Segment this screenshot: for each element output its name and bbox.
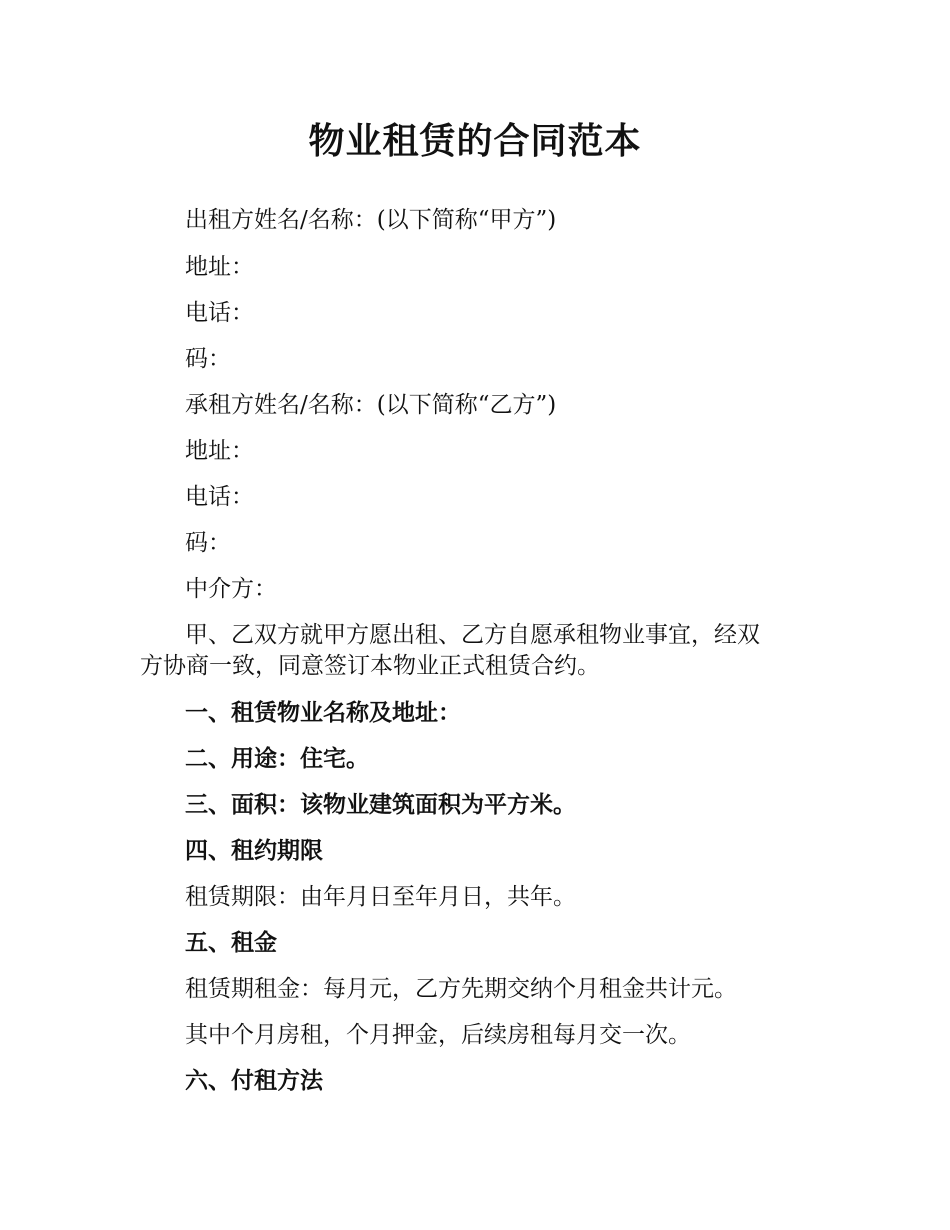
page-title: 物业租赁的合同范本 xyxy=(308,121,642,162)
lessee-name-line: 承租方姓名/名称：(以下简称“乙方”) xyxy=(185,392,557,418)
section-2-heading: 二、用途：住宅。 xyxy=(185,746,369,772)
section-5-body-1: 租赁期租金：每月元，乙方先期交纳个月租金共计元。 xyxy=(185,976,737,1002)
lessor-address: 地址： xyxy=(185,254,254,280)
section-4-body: 租赁期限：由年月日至年月日，共年。 xyxy=(185,884,576,910)
lessor-name-line: 出租方姓名/名称：(以下简称“甲方”) xyxy=(185,207,557,233)
section-3-heading: 三、面积：该物业建筑面积为平方米。 xyxy=(185,792,576,818)
section-4-heading: 四、租约期限 xyxy=(185,838,323,864)
intro-paragraph xyxy=(140,620,820,682)
lessee-address: 地址： xyxy=(185,438,254,464)
section-6-heading: 六、付租方法 xyxy=(185,1068,323,1094)
intro-line-1: 甲、乙双方就甲方愿出租、乙方自愿承租物业事宜，经双 xyxy=(185,622,760,648)
lessee-phone: 电话： xyxy=(185,484,254,510)
lessor-code: 码： xyxy=(185,346,231,372)
agent-line: 中介方： xyxy=(185,576,277,602)
section-5-body-2: 其中个月房租，个月押金，后续房租每月交一次。 xyxy=(185,1022,691,1048)
section-5-heading: 五、租金 xyxy=(185,930,277,956)
intro-line-2: 方协商一致，同意签订本物业正式租赁合约。 xyxy=(140,653,600,679)
lessee-code: 码： xyxy=(185,530,231,556)
lessor-phone: 电话： xyxy=(185,300,254,326)
section-1-heading: 一、租赁物业名称及地址： xyxy=(185,700,461,726)
